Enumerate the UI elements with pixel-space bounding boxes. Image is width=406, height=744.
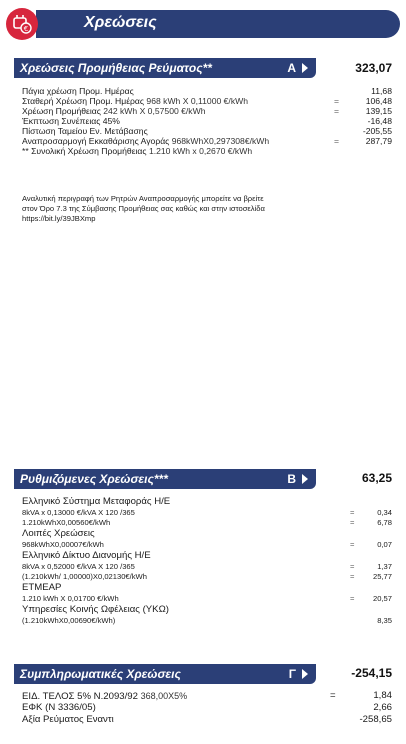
equals-sign: = — [350, 540, 355, 549]
row-value: 8,35 — [377, 616, 392, 625]
list-item — [22, 106, 392, 116]
svg-text:€: € — [23, 25, 29, 33]
list-item — [22, 572, 392, 582]
row-value: 20,57 — [372, 594, 392, 603]
list-item — [22, 702, 392, 714]
row-value: 1,37 — [377, 562, 392, 571]
equals-sign: = — [334, 96, 340, 106]
section-a-letter: Α — [287, 61, 296, 75]
row-label: ΕΙΔ. ΤΕΛΟΣ 5% Ν.2093/92 — [22, 691, 138, 702]
list-item — [22, 550, 392, 562]
row-value: 287,79 — [365, 136, 392, 146]
row-value: -16,48 — [367, 116, 392, 126]
section-b-total: 63,25 — [361, 471, 392, 485]
row-detail: 242 kWh X 0,57500 €/kWh — [103, 106, 206, 116]
equals-sign: = — [350, 572, 355, 581]
list-item — [22, 518, 392, 528]
row-value: 11,68 — [371, 86, 392, 96]
row-detail: 8kVA x 0,13000 €/kVA X 120 /365 — [22, 508, 135, 517]
section-b-header — [14, 469, 316, 489]
row-label: ΕΦΚ (Ν 3336/05) — [22, 702, 96, 713]
section-b-letter: Β — [287, 472, 296, 486]
section-c-rows — [22, 690, 392, 726]
list-item — [22, 86, 392, 96]
row-value: 6,78 — [377, 518, 392, 527]
row-label: Ελληνικό Δίκτυο Διανομής Η/Ε — [22, 550, 151, 561]
page-title: Χρεώσεις — [84, 14, 157, 31]
section-a-title: Χρεώσεις Προμήθειας Ρεύματος** — [20, 61, 212, 75]
equals-sign: = — [350, 594, 355, 603]
note-link[interactable]: https://bit.ly/39JBXmp — [22, 214, 96, 223]
row-label: Έκπτωση Συνέπειας 45% — [22, 116, 120, 126]
section-c-total: -254,15 — [351, 666, 392, 680]
list-item — [22, 616, 392, 626]
row-detail: 968 kWh X 0,11000 €/kWh — [146, 96, 249, 106]
row-label: Λοιπές Χρεώσεις — [22, 528, 95, 539]
list-item — [22, 136, 392, 146]
play-arrow-icon — [302, 669, 308, 679]
euro-plug-icon — [6, 8, 38, 40]
section-a-rows — [22, 86, 392, 156]
row-detail: 1.210 kWh X 0,01700 €/kWh — [22, 594, 119, 603]
row-label: Ελληνικό Σύστημα Μεταφοράς Η/Ε — [22, 496, 171, 507]
list-item — [22, 508, 392, 518]
list-item — [22, 582, 392, 594]
note-line: Αναλυτική περιγραφή των Ρητρών Αναπροσαρμογής μπορείτε να βρείτε — [22, 194, 264, 203]
section-b-title: Ρυθμιζόμενες Χρεώσεις*** — [20, 472, 168, 486]
row-label: Πίστωση Ταμείου Εν. Μετάβασης — [22, 126, 148, 136]
page-header — [6, 8, 396, 40]
row-value: 139,15 — [365, 106, 392, 116]
list-item — [22, 96, 392, 106]
row-detail: 968kWhX0,297308€/kWh — [171, 136, 270, 146]
equals-sign: = — [334, 136, 340, 146]
list-item — [22, 540, 392, 550]
row-value: 106,48 — [365, 96, 392, 106]
section-c-header — [14, 664, 316, 684]
list-item — [22, 714, 392, 726]
list-item — [22, 496, 392, 508]
list-item — [22, 562, 392, 572]
equals-sign: = — [350, 562, 355, 571]
adjustment-note — [22, 194, 362, 224]
list-item — [22, 528, 392, 540]
list-item — [22, 594, 392, 604]
row-detail: (1.210kWh/ 1,00000)X0,02130€/kWh — [22, 572, 147, 581]
row-label: Σταθερή Χρέωση Προμ. Ημέρας — [22, 96, 145, 106]
row-detail: 8kVA x 0,52000 €/kVA X 120 /365 — [22, 562, 135, 571]
row-detail: 968kWhX0,00007€/kWh — [22, 540, 104, 549]
row-detail: 1.210kWhX0,00560€/kWh — [22, 518, 111, 527]
row-value: 0,34 — [377, 508, 392, 517]
row-value: -258,65 — [359, 714, 392, 725]
equals-sign: = — [350, 518, 355, 527]
row-value: 0,07 — [377, 540, 392, 549]
row-label: Χρέωση Προμήθειας — [22, 106, 101, 116]
list-item — [22, 604, 392, 616]
list-item — [22, 146, 392, 156]
play-arrow-icon — [302, 63, 308, 73]
row-label: Αξία Ρεύματος Εναντι — [22, 714, 114, 725]
list-item — [22, 116, 392, 126]
note-line: στον Όρο 7.3 της Σύμβασης Προμήθειας σας καθώς και στην ιστοσελίδα — [22, 204, 265, 213]
row-value: -205,55 — [362, 126, 392, 136]
play-arrow-icon — [302, 474, 308, 484]
row-detail: 1.210 kWh x 0,2670 €/kWh — [148, 146, 253, 156]
list-item — [22, 126, 392, 136]
section-a-header — [14, 58, 316, 78]
row-label: ΕΤΜΕΑΡ — [22, 582, 62, 593]
section-c-letter: Γ — [288, 667, 296, 681]
section-b-rows — [22, 496, 392, 626]
row-value: 2,66 — [373, 702, 392, 713]
row-value: 1,84 — [373, 690, 392, 701]
equals-sign: = — [350, 508, 355, 517]
section-a-total: 323,07 — [355, 61, 392, 75]
list-item — [22, 690, 392, 702]
row-label: ** Συνολική Χρέωση Προμήθειας — [22, 146, 147, 156]
row-label: Πάγια χρέωση Προμ. Ημέρας — [22, 86, 134, 96]
row-label: Υπηρεσίες Κοινής Ωφέλειας (ΥΚΩ) — [22, 604, 169, 615]
row-label: Αναπροσαρμογή Εκκαθάρισης Αγοράς — [22, 136, 170, 146]
row-detail: (1.210kWhX0,00690€/kWh) — [22, 616, 116, 625]
row-value: 25,77 — [372, 572, 392, 581]
equals-sign: = — [334, 106, 340, 116]
row-detail: 368,00X5% — [140, 691, 188, 701]
section-c-title: Συμπληρωματικές Χρεώσεις — [20, 667, 181, 681]
equals-sign: = — [330, 690, 336, 701]
